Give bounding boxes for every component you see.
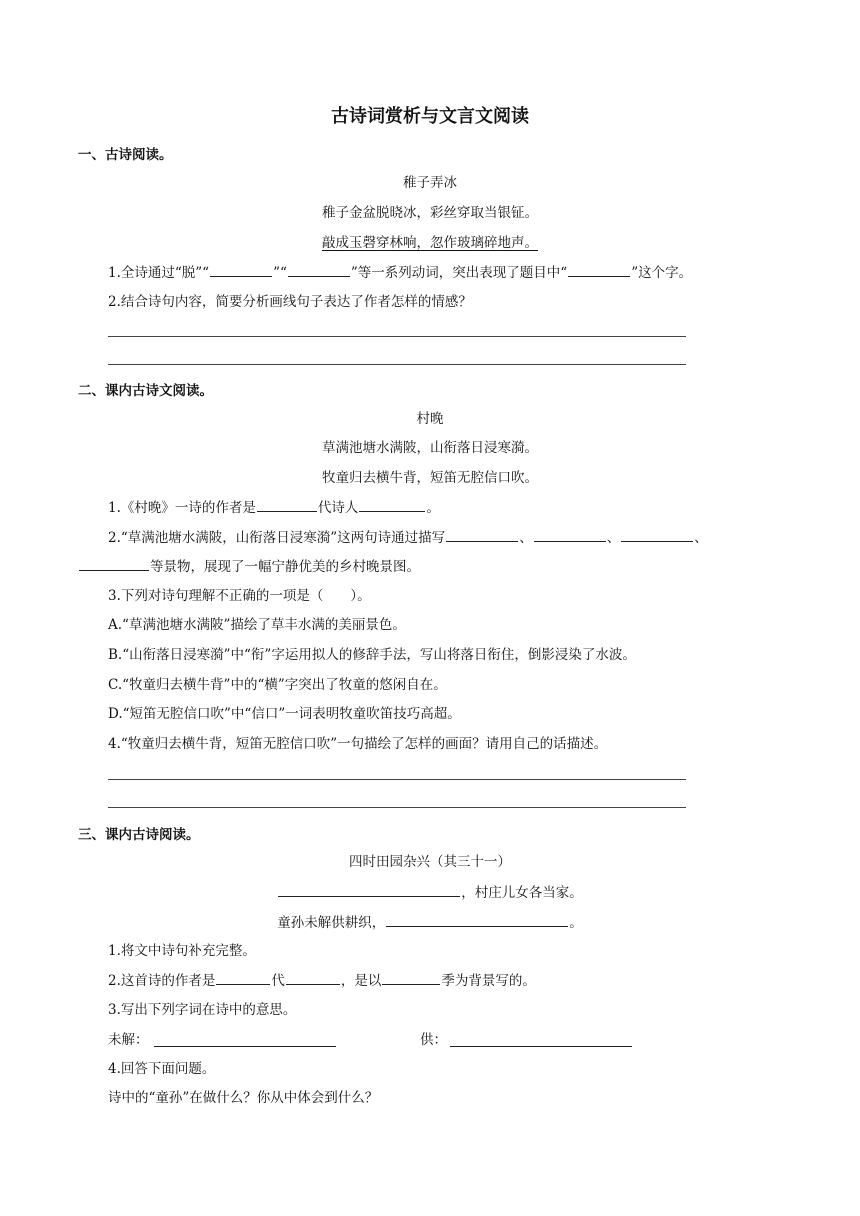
s2-option-d[interactable]: D.“短笛无腔信口吹”中“信口”一词表明牧童吹笛技巧高超。 <box>108 706 461 722</box>
s2-q1-text-c: 。 <box>426 500 440 516</box>
s3-q2-blank-poet[interactable] <box>286 970 340 985</box>
s1-q1-blank-2[interactable] <box>288 262 350 277</box>
s2-question-2-line-1 <box>108 527 708 548</box>
poem-1-line-1: 稚子金盆脱晓冰，彩丝穿取当银钲。 <box>322 205 538 221</box>
s1-q1-blank-3[interactable] <box>568 262 630 277</box>
s3-q2-text-c: ，是以 <box>340 973 382 989</box>
s2-q2-blank-1[interactable] <box>446 527 518 542</box>
s2-question-4: 4.“牧童归去横牛背，短笛无腔信口吹”一句描绘了怎样的画面？请用自己的话描述。 <box>108 736 608 752</box>
underlined-verse: 敲成玉磬穿林响，忽作玻璃碎地声。 <box>322 235 538 251</box>
s1-q1-text-b: ”“ <box>273 265 287 281</box>
s1-q1-text-a: 1.全诗通过“脱”“ <box>108 265 210 281</box>
s2-answer-line-1[interactable] <box>108 779 686 780</box>
s3-q2-text-d: 季为背景写的。 <box>441 973 536 989</box>
s1-question-1 <box>108 262 692 283</box>
poem-3-line-2-end: 。 <box>569 915 583 931</box>
s2-question-2-line-2 <box>78 556 420 577</box>
s3-question-3: 3.写出下列字词在诗中的意思。 <box>108 1002 297 1018</box>
s3-question-2 <box>108 970 536 991</box>
poem-2-title: 村晚 <box>416 411 444 427</box>
poem-3-line-2 <box>0 912 860 933</box>
s3-term-1-label: 未解： <box>108 1032 149 1048</box>
poem-3-title: 四时田园杂兴（其三十一） <box>349 854 511 870</box>
s1-q1-blank-1[interactable] <box>210 262 272 277</box>
s3-q2-blank-season[interactable] <box>382 970 440 985</box>
s2-q2-text-a: 2.“草满池塘水满陂，山衔落日浸寒漪”这两句诗通过描写 <box>108 530 446 546</box>
s3-term-2-label: 供： <box>420 1032 447 1048</box>
s1-q1-text-c: ”等一系列动词，突出表现了题目中“ <box>350 265 568 281</box>
s2-q2-text-b: 等景物，展现了一幅宁静优美的乡村晚景图。 <box>150 559 420 575</box>
poem-2-line-1: 草满池塘水满陂，山衔落日浸寒漪。 <box>322 440 538 456</box>
s2-question-1 <box>108 497 440 518</box>
s2-q2-blank-4[interactable] <box>79 556 149 571</box>
s2-q1-blank-dynasty[interactable] <box>257 497 317 512</box>
poem-3-line-1 <box>0 882 860 903</box>
poem-3-blank-1[interactable] <box>278 882 460 897</box>
poem-2-line-2: 牧童归去横牛背，短笛无腔信口吹。 <box>322 470 538 486</box>
s3-q2-text-b: 代 <box>271 973 285 989</box>
s1-answer-line-1[interactable] <box>108 336 686 337</box>
s3-term-2-answer-line[interactable] <box>450 1046 632 1047</box>
poem-3-blank-2[interactable] <box>386 912 568 927</box>
s1-answer-line-2[interactable] <box>108 364 686 365</box>
s2-answer-line-2[interactable] <box>108 807 686 808</box>
s2-option-c[interactable]: C.“牧童归去横牛背”中的“横”字突出了牧童的悠闲自在。 <box>108 677 447 693</box>
s2-q2-sep-3: 、 <box>694 530 708 546</box>
s3-q2-text-a: 2.这首诗的作者是 <box>108 973 216 989</box>
poem-3-line-1-text: ，村庄儿女各当家。 <box>461 885 583 901</box>
s3-term-1-answer-line[interactable] <box>154 1046 336 1047</box>
section-1-heading: 一、古诗阅读。 <box>78 147 173 163</box>
poem-1-line-2-underlined <box>0 233 860 253</box>
s1-q1-text-d: ”这个字。 <box>631 265 693 281</box>
s3-question-4-sub: 诗中的“童孙”在做什么？你从中体会到什么？ <box>108 1090 379 1106</box>
page-title: 古诗词赏析与文言文阅读 <box>331 106 529 127</box>
s2-option-a[interactable]: A.“草满池塘水满陂”描绘了草丰水满的美丽景色。 <box>108 617 406 633</box>
s3-q2-blank-dynasty[interactable] <box>216 970 270 985</box>
section-2-heading: 二、课内古诗文阅读。 <box>78 383 213 399</box>
s2-q2-blank-2[interactable] <box>534 527 606 542</box>
s2-q1-text-a: 1.《村晚》一诗的作者是 <box>108 500 256 516</box>
s2-q2-sep-2: 、 <box>606 530 621 546</box>
s2-q2-sep-1: 、 <box>519 530 533 546</box>
poem-1-title: 稚子弄冰 <box>403 175 457 191</box>
poem-3-line-2-text: 童孙未解供耕织， <box>277 915 386 931</box>
s3-question-4: 4.回答下面问题。 <box>108 1061 216 1077</box>
section-3-heading: 三、课内古诗阅读。 <box>78 827 200 843</box>
s3-question-1: 1.将文中诗句补充完整。 <box>108 943 256 959</box>
s2-question-3: 3.下列对诗句理解不正确的一项是（ ）。 <box>108 588 371 604</box>
s1-question-2: 2.结合诗句内容，简要分析画线句子表达了作者怎样的情感？ <box>108 294 472 310</box>
s2-q2-blank-3[interactable] <box>621 527 693 542</box>
s2-q1-text-b: 代诗人 <box>317 500 359 516</box>
s2-option-b[interactable]: B.“山衔落日浸寒漪”中“衔”字运用拟人的修辞手法，写山将落日衔住，倒影浸染了水波。 <box>108 647 636 663</box>
s2-q1-blank-poet[interactable] <box>359 497 425 512</box>
